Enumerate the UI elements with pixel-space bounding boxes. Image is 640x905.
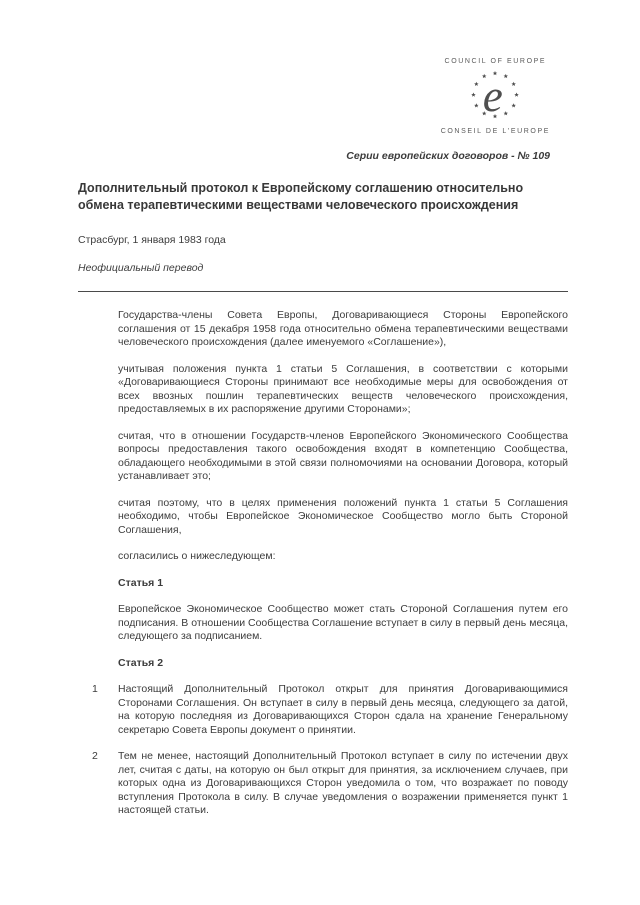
article-2-heading: Статья 2	[118, 656, 164, 669]
preamble-paragraph: считая поэтому, что в целях применения положений пункта 1 статьи 5 Соглашения необходимо, чтобы Европейское Экономическое Сообщество могло быть Стороной Соглашения,	[118, 496, 568, 536]
numbered-item	[92, 750, 568, 818]
logo-top-text: COUNCIL OF EUROPE	[444, 58, 547, 65]
svg-text:e: e	[483, 71, 504, 121]
item-number: 2	[92, 750, 98, 762]
item-text: Тем не менее, настоящий Дополнительный Протокол вступает в силу по истечении двух лет, считая с даты, на которую он был открыт для принятия, за исключением случаев, при которых одна из Договаривающихся Сторон уведомила о том, что возражает по поводу вступления Протокола в силу. В случае уведомления о возражении применяется пункт 1 настоящей статьи.	[118, 750, 568, 816]
article-1-heading: Статья 1	[118, 576, 164, 589]
document-body	[92, 309, 568, 818]
divider-rule	[78, 291, 568, 292]
item-text: Настоящий Дополнительный Протокол открыт для принятия Договаривающимися Сторонами Соглашения. Он вступает в силу в первый день месяца, следующего за датой, на которую последняя из Договаривающихся Сторон сдала на хранение Генеральному секретарю Совета Европы документ о принятии.	[118, 683, 568, 736]
preamble-paragraph: считая, что в отношении Государств-членов Европейского Экономического Сообщества вопросы предоставления такого освобождения входят в компетенцию Сообщества, обладающего необходимыми в этой связи полномочиями на основании Договора, который устанавливает это;	[118, 429, 568, 482]
document-title: Дополнительный протокол к Европейскому соглашению относительно обмена терапевтическими веществами человеческого происхождения	[78, 181, 524, 212]
article-1-body: Европейское Экономическое Сообщество может стать Стороной Соглашения путем его подписания. В отношении Сообщества Соглашение вступает в силу в первый день месяца, следующего за подписанием.	[118, 603, 568, 642]
preamble-paragraph: учитывая положения пункта 1 статьи 5 Соглашения, в соответствии с которыми «Договаривающиеся Стороны принимают все необходимые меры для освобождения от всех ввозных пошлин терапевтических веществ человеческого происхождения, предоставляемых в их распоряжение другими Сторонами»;	[118, 362, 568, 415]
preamble-paragraph: согласились о нижеследующем:	[118, 550, 276, 562]
council-of-europe-logo	[441, 58, 550, 135]
council-of-europe-emblem-icon	[456, 69, 534, 125]
unofficial-translation-note: Неофициальный перевод	[78, 262, 204, 274]
item-number: 1	[92, 683, 98, 695]
document-header	[0, 0, 640, 162]
logo-bottom-text: CONSEIL DE L'EUROPE	[440, 128, 550, 135]
preamble-paragraph: Государства-члены Совета Европы, Договаривающиеся Стороны Европейского соглашения от 15 декабря 1958 года относительно обмена терапевтическими веществами человеческого происхождения (далее именуемого «Соглашение»),	[118, 309, 568, 348]
document-content	[78, 180, 568, 818]
place-date-line: Страсбург, 1 января 1983 года	[78, 234, 226, 246]
numbered-item	[92, 683, 568, 737]
treaty-series-line: Серии европейских договоров - № 109	[346, 150, 550, 162]
